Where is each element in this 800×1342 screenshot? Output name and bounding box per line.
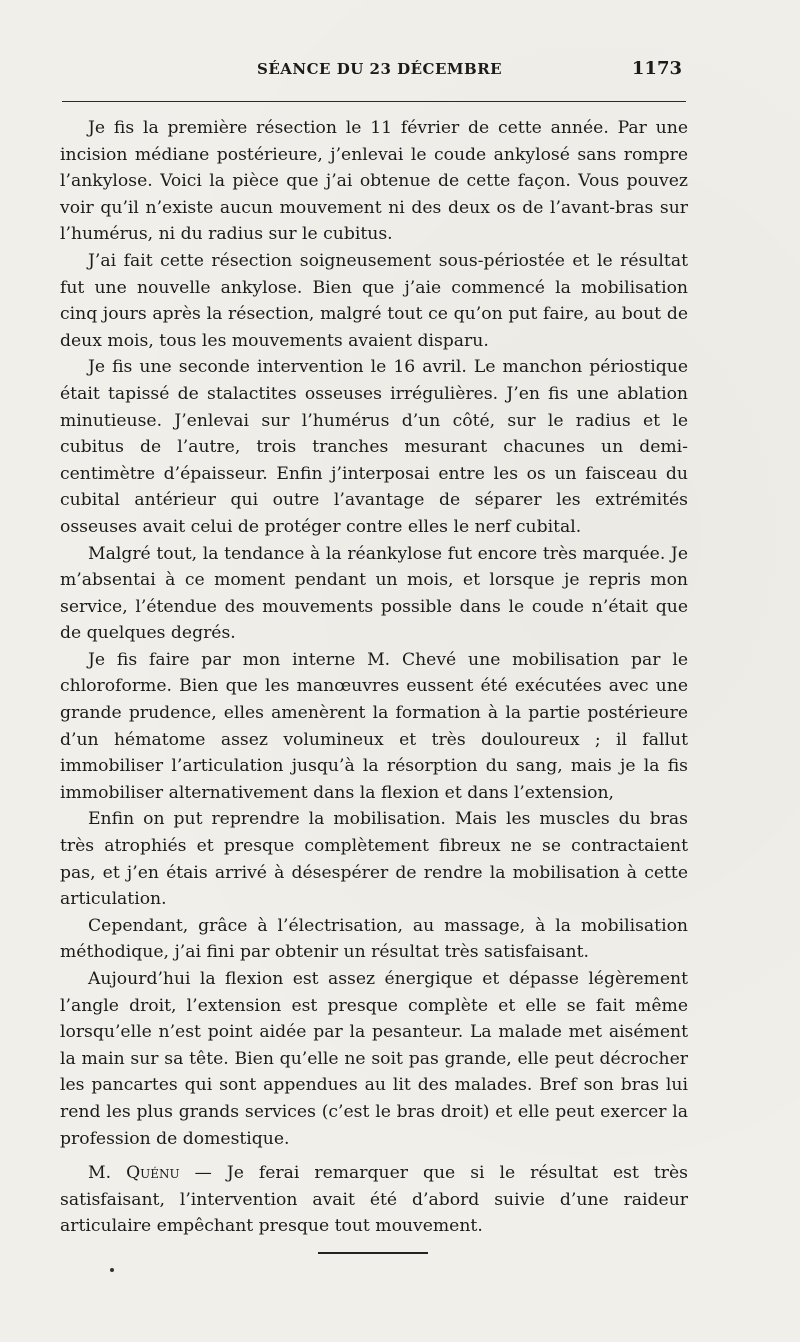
- paragraph: Cependant, grâce à l’électrisation, au massage, à la mobilisation méthodique, j’ai fini par obtenir un résultat très satisfaisant.: [60, 915, 688, 963]
- page-header: [62, 58, 686, 88]
- paragraph: Je fis la première résection le 11 février de cette année. Par une incision médiane postérieure, j’enlevai le coude ankylosé sans rompre l’ankylose. Voici la pièce que j’ai obtenue de cette façon. Vous pouvez voir qu’il n’existe aucun mouvement ni des deux os de l’avant-bras sur l’humérus, ni du radius sur le cubitus.: [60, 118, 688, 245]
- page-number: 1173: [631, 58, 682, 79]
- speaker-prefix: M.: [88, 1163, 112, 1184]
- remark-text: — Je ferai remarquer que si le résultat est très satisfaisant, l’intervention avait été d’abord suivie d’une raideur articulaire empêchant presque tout mouvement.: [60, 1163, 689, 1237]
- ink-speck: [110, 1268, 114, 1272]
- header-rule: [62, 101, 686, 102]
- paragraph: Aujourd’hui la flexion est assez énergique et dépasse légèrement l’angle droit, l’extension est presque complète et elle se fait même lorsqu’elle n’est point aidée par la pesanteur. La malade met aisément la main sur sa tête. Bien qu’elle ne soit pas grande, elle peut décrocher les pancartes qui sont appendues au lit des malades. Bref son bras lui rend les plus grands services (c’est le bras droit) et elle peut exercer la profession de domestique.: [60, 969, 688, 1149]
- end-rule: [318, 1252, 428, 1254]
- paragraph: Malgré tout, la tendance à la réankylose fut encore très marquée. Je m’absentai à ce moment pendant un mois, et lorsque je repris mon service, l’étendue des mouvements possible dans le coude n’était que de quelques degrés.: [60, 543, 688, 644]
- paragraph: J’ai fait cette résection soigneusement sous-périostée et le résultat fut une nouvelle ankylose. Bien que j’aie commencé la mobilisation cinq jours après la résection, malgré tout ce qu’on put faire, au bout de deux mois, tous les mouvements avaient disparu.: [60, 250, 688, 351]
- speaker-remark: [60, 1160, 688, 1240]
- paragraph: Je fis faire par mon interne M. Chevé une mobilisation par le chloroforme. Bien que les manœuvres eussent été exécutées avec une grande prudence, elles amenèrent la formation à la partie postérieure d’un hématome assez volumineux et très douloureux ; il fallut immobiliser l’articulation jusqu’à la résorption du sang, mais je la fis immobiliser alternativement dans la flexion et dans l’extension,: [60, 649, 688, 803]
- paragraph: Enfin on put reprendre la mobilisation. Mais les muscles du bras très atrophiés et presque complètement fibreux ne se contractaient pas, et j’en étais arrivé à désespérer de rendre la mobilisation à cette articulation.: [60, 809, 688, 910]
- body-text: [60, 115, 688, 1240]
- paragraph: Je fis une seconde intervention le 16 avril. Le manchon périostique était tapissé de stalactites osseuses irrégulières. J’en fis une ablation minutieuse. J’enlevai sur l’humérus d’un côté, sur le radius et le cubitus de l’autre, trois tranches mesurant chacunes un demi-centimètre d’épaisseur. Enfin j’interposai entre les os un faisceau du cubital antérieur qui outre l’avantage de séparer les extrémités osseuses avait celui de protéger contre elles le nerf cubital.: [60, 357, 688, 537]
- speaker-name: Quénu: [126, 1163, 180, 1184]
- running-head: SÉANCE DU 23 DÉCEMBRE: [257, 60, 503, 78]
